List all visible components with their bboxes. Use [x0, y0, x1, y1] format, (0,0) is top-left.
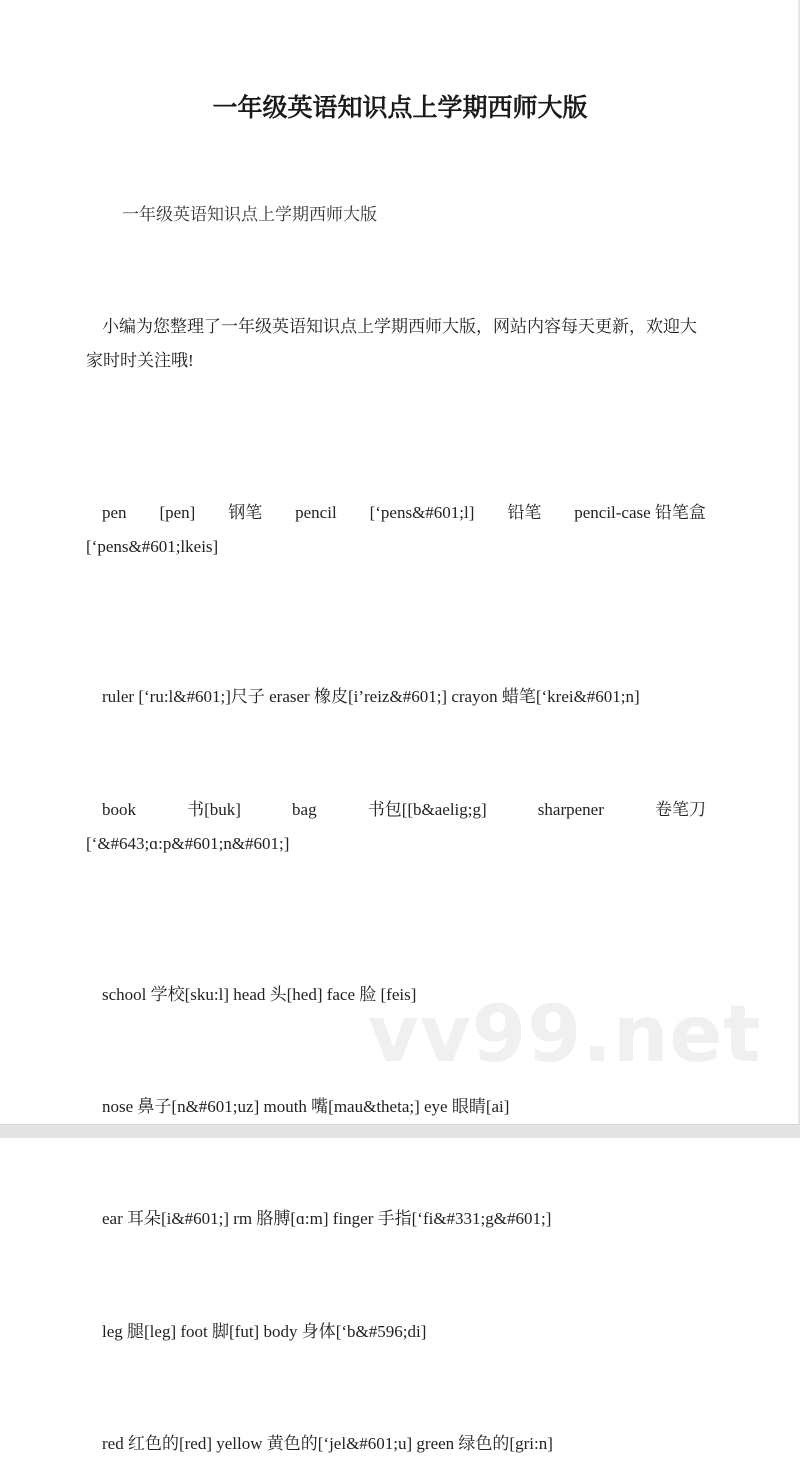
vocab-paragraph-4: school 学校[sku:l] head 头[hed] face 脸 [feis] — [102, 985, 417, 1004]
vocab-continuation: [‘pens&#601;lkeis] — [86, 537, 219, 556]
vocab-paragraph-2: ruler [‘ru:l&#601;]尺子 eraser 橡皮[i’reiz&#601;] crayon 蜡笔[‘krei&#601;n] — [102, 687, 640, 706]
vocab-token: bag — [292, 800, 317, 819]
vocab-token: pencil — [295, 503, 337, 522]
vocab-token: [pen] — [159, 503, 196, 522]
vocab-paragraph-6: ear 耳朵[i&#601;] rm 胳膊[ɑ:m] finger 手指[‘fi&#331;g&#601;] — [102, 1209, 552, 1228]
vocab-token: 铅笔 — [507, 503, 542, 522]
vocab-token: 钢笔 — [228, 503, 263, 522]
intro-paragraph: 小编为您整理了一年级英语知识点上学期西师大版，网站内容每天更新，欢迎大家时时关注哦! — [86, 317, 697, 370]
vocab-continuation: [‘&#643;ɑ:p&#601;n&#601;] — [86, 834, 290, 853]
page-title: 一年级英语知识点上学期西师大版 — [212, 93, 588, 122]
vocab-token: 书包[[b&aelig;g] — [367, 800, 487, 819]
vocab-token: pen — [102, 503, 127, 522]
vocab-token: [‘pens&#601;l] — [369, 503, 475, 522]
vocab-justified-line — [86, 793, 706, 827]
vocab-paragraph-5: nose 鼻子[n&#601;uz] mouth 嘴[mau&theta;] eye 眼睛[ai] — [102, 1097, 510, 1116]
vocab-token: 书[buk] — [187, 800, 241, 819]
vocab-token: pencil-case 铅笔盒 — [574, 503, 706, 522]
vocab-paragraph-8: red 红色的[red] yellow 黄色的[‘jel&#601;u] green 绿色的[gri:n] — [102, 1434, 553, 1453]
vocab-token: book — [102, 800, 136, 819]
watermark: vv99.net — [368, 990, 762, 1080]
vocab-token: sharpener — [537, 800, 604, 819]
vocab-paragraph-3 — [86, 793, 706, 861]
page-bottom-edge — [0, 1124, 800, 1138]
vocab-justified-line — [86, 496, 706, 530]
subtitle: 一年级英语知识点上学期西师大版 — [122, 205, 377, 224]
vocab-token: 卷笔刀 — [654, 800, 706, 819]
vocab-paragraph-7: leg 腿[leg] foot 脚[fut] body 身体[‘b&#596;di] — [102, 1322, 427, 1341]
vocab-paragraph-1 — [86, 496, 706, 564]
